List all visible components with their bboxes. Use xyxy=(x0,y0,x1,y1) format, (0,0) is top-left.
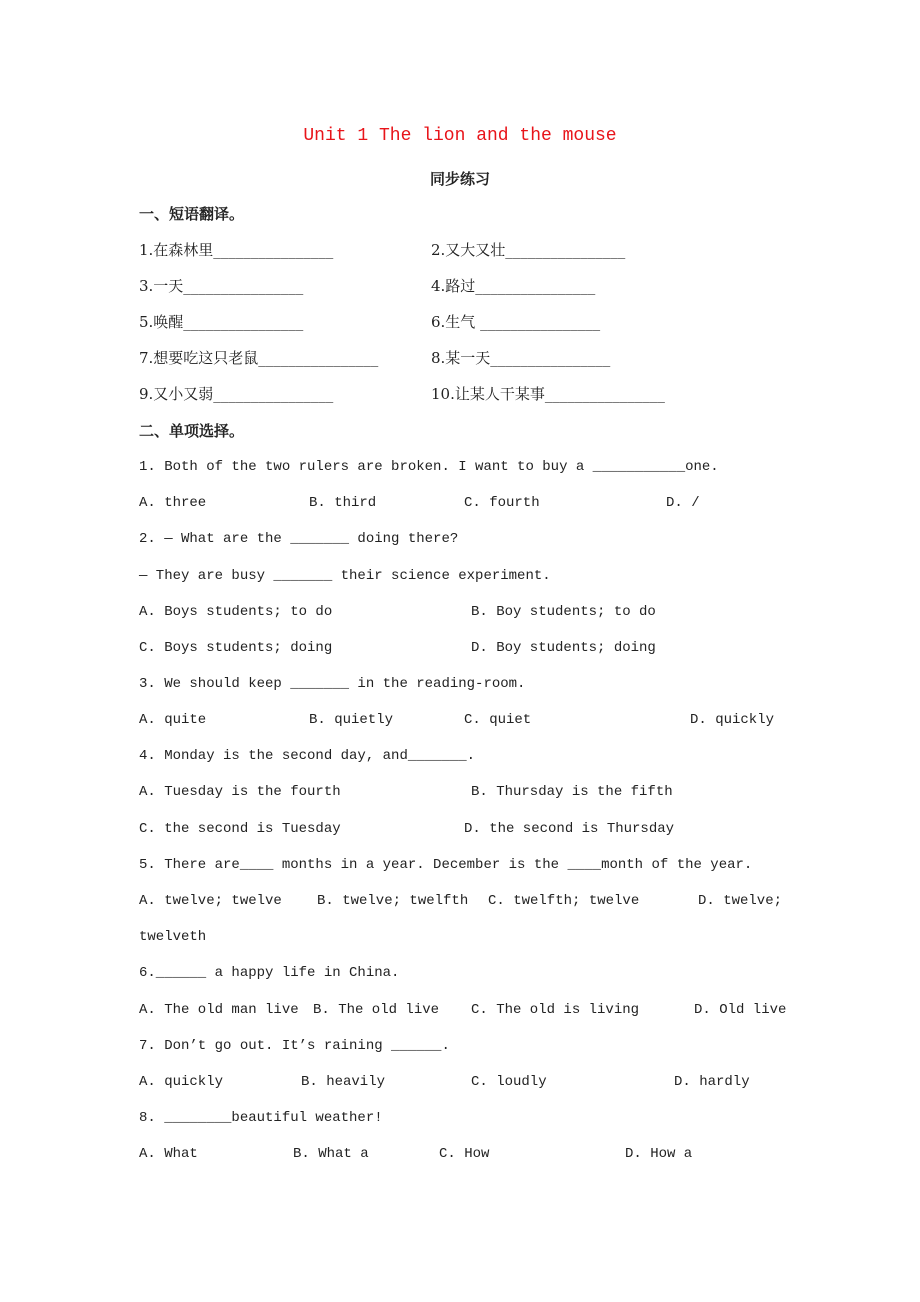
question-stem: 6.______ a happy life in China. xyxy=(139,965,400,981)
option: C. twelfth; twelve xyxy=(488,893,640,909)
option: A. three xyxy=(139,495,207,511)
option: D. How a xyxy=(625,1146,693,1162)
translation-item: 2.又大又壮________________ xyxy=(431,241,626,259)
translation-item: 8.某一天________________ xyxy=(431,349,611,367)
option: A. Tuesday is the fourth xyxy=(139,784,341,800)
translation-item: 9.又小又弱________________ xyxy=(139,385,334,403)
document-subtitle: 同步练习 xyxy=(429,170,490,188)
option: C. The old is living xyxy=(471,1002,640,1018)
translation-item: 3.一天________________ xyxy=(139,277,304,295)
option: A. twelve; twelve xyxy=(139,893,282,909)
option: A. quickly xyxy=(139,1074,224,1090)
option: B. third xyxy=(309,495,377,511)
translation-item: 10.让某人干某事________________ xyxy=(431,385,665,403)
option: A. Boys students; to do xyxy=(139,604,333,620)
question-stem: 2. — What are the _______ doing there? xyxy=(139,531,459,547)
question-stem: 7. Don’t go out. It’s raining ______. xyxy=(139,1038,450,1054)
option: A. The old man live xyxy=(139,1002,299,1018)
option: D. hardly xyxy=(674,1074,750,1090)
question-stem-reply: — They are busy _______ their science experiment. xyxy=(139,568,551,584)
option: C. Boys students; doing xyxy=(139,640,333,656)
question-stem: 5. There are____ months in a year. December is the ____month of the year. xyxy=(139,857,753,873)
option: B. Boy students; to do xyxy=(471,604,656,620)
option: C. fourth xyxy=(464,495,540,511)
option-continuation: twelveth xyxy=(139,929,207,945)
translation-item: 1.在森林里________________ xyxy=(139,241,334,259)
option: B. quietly xyxy=(309,712,394,728)
option: B. Thursday is the fifth xyxy=(471,784,673,800)
option: A. quite xyxy=(139,712,207,728)
option: B. twelve; twelfth xyxy=(317,893,469,909)
option: D. Boy students; doing xyxy=(471,640,656,656)
question-stem: 1. Both of the two rulers are broken. I want to buy a ___________one. xyxy=(139,459,719,475)
option: B. heavily xyxy=(301,1074,386,1090)
document-title: Unit 1 The lion and the mouse xyxy=(303,126,617,146)
option: C. loudly xyxy=(471,1074,547,1090)
question-stem: 3. We should keep _______ in the reading-room. xyxy=(139,676,526,692)
option: B. The old live xyxy=(313,1002,440,1018)
option: D. quickly xyxy=(690,712,775,728)
option: D. twelve; xyxy=(698,893,783,909)
translation-item: 6.生气 ________________ xyxy=(431,313,601,331)
option: C. How xyxy=(439,1146,490,1162)
section-heading-translation: 一、短语翻译。 xyxy=(139,205,245,223)
option: D. / xyxy=(666,495,700,511)
option: D. the second is Thursday xyxy=(464,821,675,837)
translation-item: 5.唤醒________________ xyxy=(139,313,304,331)
option: B. What a xyxy=(293,1146,369,1162)
section-heading-choice: 二、单项选择。 xyxy=(139,422,245,440)
option: C. quiet xyxy=(464,712,532,728)
question-stem: 4. Monday is the second day, and_______. xyxy=(139,748,476,764)
translation-item: 7.想要吃这只老鼠________________ xyxy=(139,349,379,367)
option: A. What xyxy=(139,1146,198,1162)
option: C. the second is Tuesday xyxy=(139,821,341,837)
option: D. Old live xyxy=(694,1002,787,1018)
question-stem: 8. ________beautiful weather! xyxy=(139,1110,383,1126)
translation-item: 4.路过________________ xyxy=(431,277,596,295)
